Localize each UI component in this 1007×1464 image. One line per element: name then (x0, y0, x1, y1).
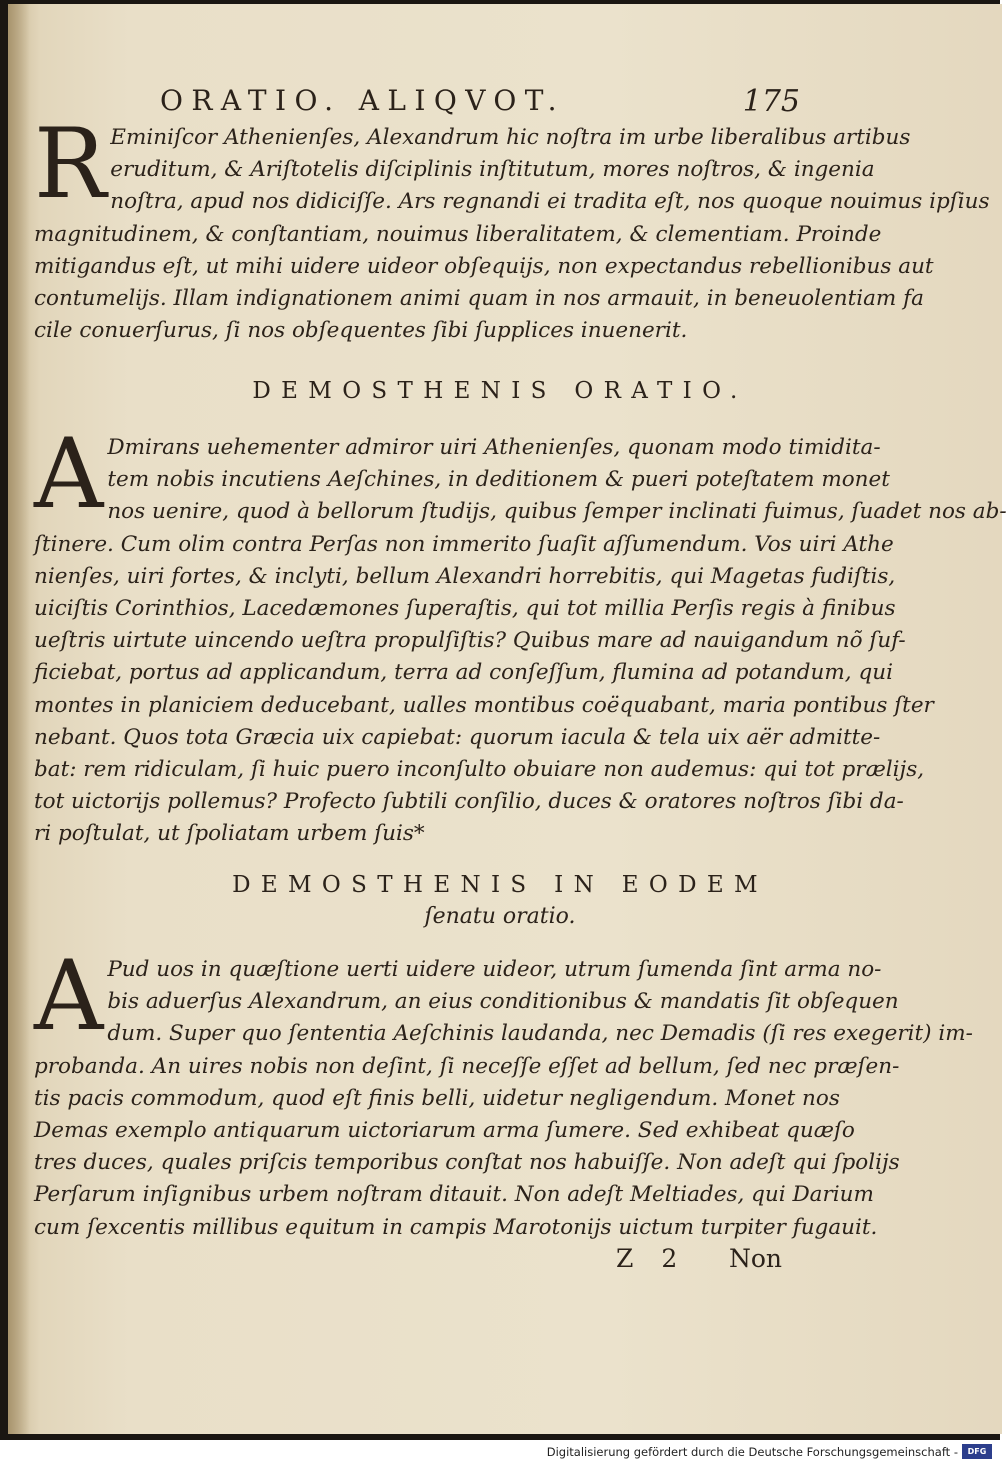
signature-mark: Z 2 (616, 1244, 688, 1273)
text-line: mitigandus eſt, ut mihi uidere uideor obſequijs, non expectandus rebellionibus aut (34, 253, 934, 279)
page-number: 175 (742, 84, 800, 119)
text-line: ficiebat, portus ad applicandum, terra ad conſeſſum, flumina ad potandum, qui (34, 660, 893, 686)
text-line: cum ſexcentis millibus equitum in campis Marotonijs uictum turpiter fugauit. (34, 1214, 878, 1240)
text-line: nienſes, uiri fortes, & inclyti, bellum Alexandri horrebitis, qui Magetas fudiſtis, (34, 563, 896, 589)
text-line: noſtra, apud nos didiciſſe. Ars regnandi ei tradita eſt, nos quoque nouimus ipſius (110, 189, 990, 215)
text-line: Pud uos in quæſtione uerti uidere uideor, utrum ſumenda ſint arma no- (107, 957, 882, 982)
text-line: Eminiſcor Athenienſes, Alexandrum hic noſtra im urbe liberalibus artibus (110, 125, 911, 150)
section-heading-demosthenis-oratio: DEMOSTHENIS ORATIO. (252, 378, 748, 404)
drop-cap: A (34, 418, 104, 530)
text-line: Dmirans uehementer admiror uiri Athenienſes, quonam modo timidita- (107, 435, 881, 460)
text-line: nos uenire, quod à bellorum ſtudijs, quibus ſemper inclinati fuimus, ſuadet nos ab- (107, 499, 1007, 525)
drop-cap: A (34, 940, 104, 1052)
oration-paragraph-1 (34, 108, 990, 347)
text-line: bis aduerſus Alexandrum, an eius conditionibus & mandatis ſit obſequen (107, 989, 899, 1015)
page-footer (600, 1244, 800, 1280)
dfg-logo: DFG (962, 1444, 992, 1459)
oration-paragraph-2 (34, 418, 1007, 850)
text-line: ri poſtulat, ut ſpoliatam urbem ſuis* (34, 821, 425, 847)
text-line: eruditum, & Ariſtotelis diſciplinis inſtitutum, mores noſtros, & ingenia (110, 157, 875, 183)
running-head (160, 84, 800, 124)
text-line: dum. Super quo ſententia Aeſchinis laudanda, nec Demadis (ſi res exegerit) im- (107, 1021, 973, 1047)
text-line: ueſtris uirtute uincendo ueſtra propulſiſtis? Quibus mare ad nauigandum nõ ſuf- (34, 628, 906, 654)
text-line: Perſarum inſignibus urbem noſtram ditauit. Non adeſt Meltiades, qui Darium (34, 1182, 874, 1208)
text-line: probanda. An uires nobis non deſint, ſi neceſſe eſſet ad bellum, ſed nec præſen- (34, 1053, 900, 1079)
text-line: montes in planiciem deducebant, ualles montibus coëquabant, maria pontibus ſter (34, 692, 934, 718)
text-line: tot uictorijs pollemus? Profecto ſubtili conſilio, duces & oratores noſtros ſibi da- (34, 789, 904, 815)
running-head-title: ORATIO. ALIQVOT. (160, 84, 565, 117)
section-subheading: ſenatu oratio. (424, 904, 576, 929)
page-gutter (8, 4, 30, 1434)
drop-cap: R (34, 108, 107, 220)
text-line: nebant. Quos tota Græcia uix capiebat: quorum iacula & tela uix aër admitte- (34, 724, 881, 750)
text-line: bat: rem ridiculam, ſi huic puero inconſulto obuiare non audemus: qui tot prælijs, (34, 756, 925, 782)
text-line: tem nobis incutiens Aeſchines, in deditionem & pueri poteſtatem monet (107, 467, 890, 493)
text-line: ſtinere. Cum olim contra Perſas non immerito ſuaſit aſſumendum. Vos uiri Athe (34, 531, 894, 557)
text-line: cile conuerſurus, ſi nos obſequentes ſibi ſupplices inuenerit. (34, 318, 688, 344)
catchword: Non (728, 1244, 782, 1273)
text-line: contumelijs. Illam indignationem animi quam in nos armauit, in beneuolentiam fa (34, 285, 924, 311)
text-line: tres duces, quales priſcis temporibus conſtat nos habuiſſe. Non adeſt qui ſpolijs (34, 1150, 900, 1176)
text-line: tis pacis commodum, quod eſt finis belli, uidetur negligendum. Monet nos (34, 1085, 840, 1111)
digitization-credit-bar (0, 1440, 1000, 1464)
section-heading-in-eodem: DEMOSTHENIS IN EODEM (232, 872, 768, 898)
text-line: magnitudinem, & conſtantiam, nouimus liberalitatem, & clementiam. Proinde (34, 221, 882, 247)
text-line: uiciſtis Corinthios, Lacedæmones ſuperaſtis, qui tot millia Perſis regis à finibus (34, 595, 896, 621)
oration-paragraph-3 (34, 940, 973, 1244)
text-line: Demas exemplo antiquarum uictoriarum arma ſumere. Sed exhibeat quæſo (34, 1117, 855, 1143)
credit-text: Digitalisierung gefördert durch die Deutsche Forschungsgemeinschaft - (546, 1445, 958, 1459)
